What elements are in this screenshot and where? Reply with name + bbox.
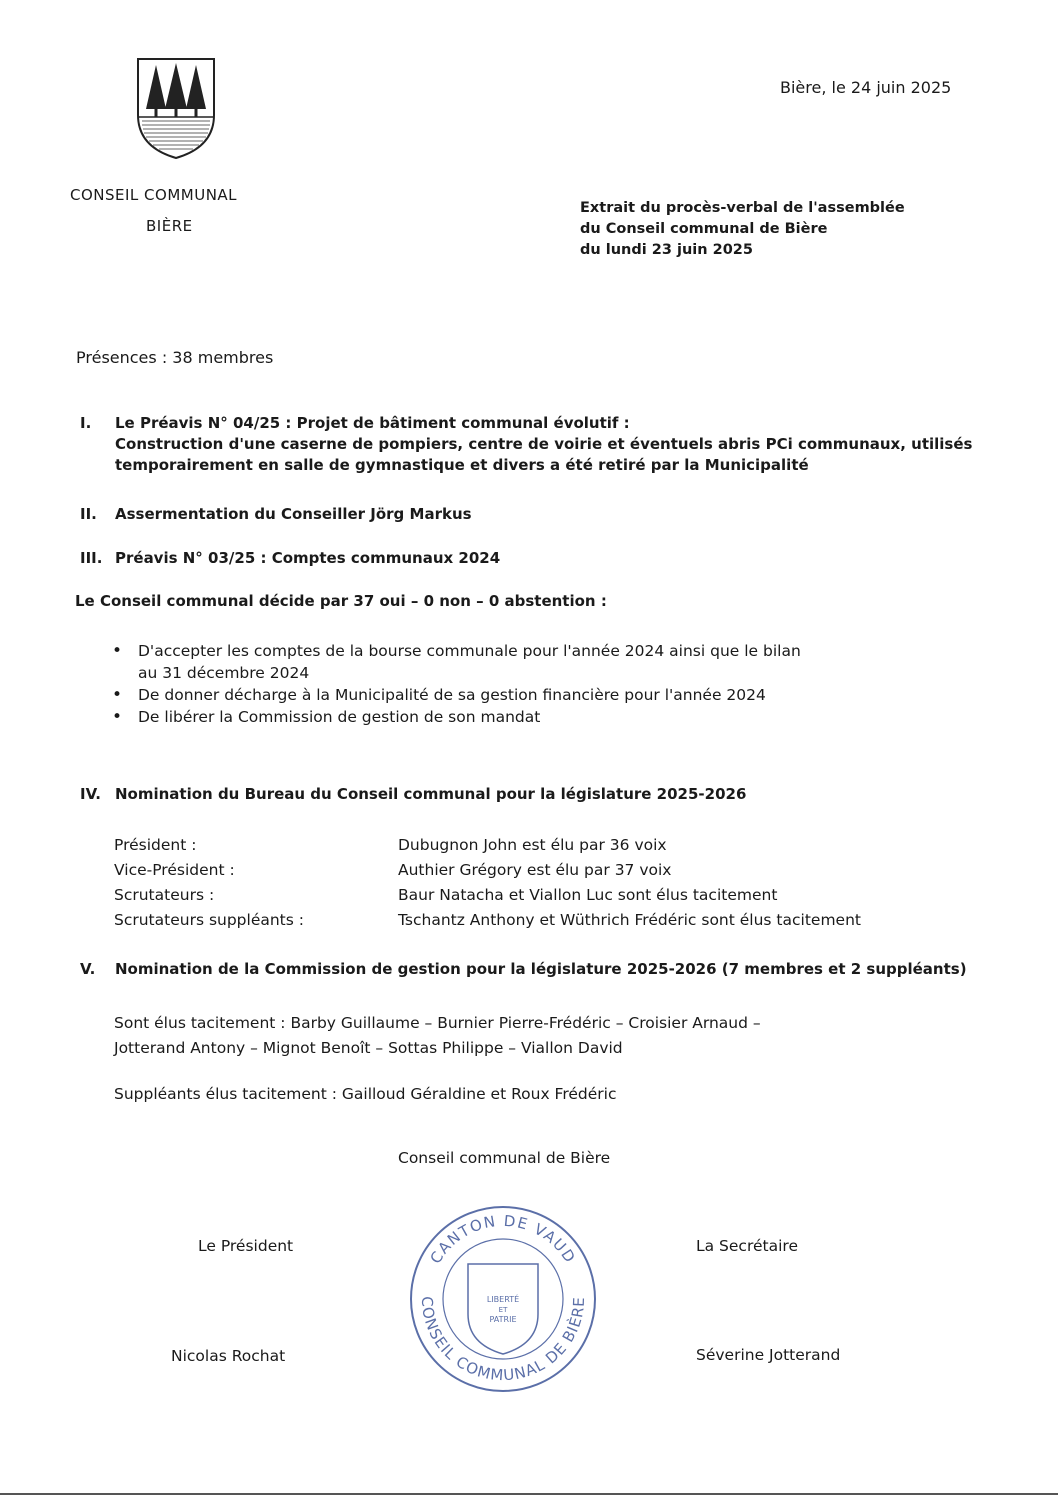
- commission-substitutes: Suppléants élus tacitement : Gailloud Géraldine et Roux Frédéric: [114, 1085, 617, 1103]
- role-label: Scrutateurs suppléants :: [114, 911, 304, 929]
- role-label: Président :: [114, 836, 197, 854]
- role-value: Tschantz Anthony et Wüthrich Frédéric sont élus tacitement: [398, 911, 861, 929]
- president-title: Le Président: [198, 1237, 294, 1255]
- council-decision: Le Conseil communal décide par 37 oui – 0 non – 0 abstention :: [75, 592, 607, 610]
- section-number: I.: [80, 414, 92, 432]
- official-seal-stamp: [408, 1204, 598, 1394]
- section-number: III.: [80, 549, 103, 567]
- svg-text:LIBERTÉ: LIBERTÉ: [486, 1295, 520, 1304]
- section-1-detail-2: temporairement en salle de gymnastique et divers a été retiré par la Municipalité: [115, 456, 809, 474]
- role-value: Authier Grégory est élu par 37 voix: [398, 861, 672, 879]
- list-item: • D'accepter les comptes de la bourse communale pour l'année 2024 ainsi que le bilan au 31 décembre 2024: [112, 640, 912, 684]
- signature-council: Conseil communal de Bière: [398, 1149, 611, 1167]
- bureau-row: [114, 910, 861, 930]
- section-1: [80, 413, 1040, 476]
- extract-line-1: Extrait du procès-verbal de l'assemblée: [580, 200, 905, 216]
- bureau-row: [114, 860, 671, 880]
- section-number: IV.: [80, 785, 101, 803]
- decision-list: [112, 640, 912, 728]
- section-1-title: Le Préavis N° 04/25 : Projet de bâtiment communal évolutif :: [115, 414, 630, 432]
- section-2: [80, 505, 1040, 525]
- svg-text:PATRIE: PATRIE: [489, 1315, 517, 1324]
- extract-line-3: du lundi 23 juin 2025: [580, 242, 753, 258]
- section-1-detail-1: Construction d'une caserne de pompiers, centre de voirie et éventuels abris PCi communaux, utilisés: [115, 435, 973, 453]
- section-3-title: Préavis N° 03/25 : Comptes communaux 2024: [115, 549, 501, 567]
- section-5-title: Nomination de la Commission de gestion pour la législature 2025-2026 (7 membres et 2 suppléants): [115, 960, 967, 978]
- section-3: [80, 549, 1040, 569]
- section-4: [80, 785, 1040, 805]
- council-name: CONSEIL COMMUNAL: [70, 186, 238, 204]
- section-number: V.: [80, 960, 96, 978]
- svg-text:ET: ET: [498, 1306, 508, 1314]
- document-date: Bière, le 24 juin 2025: [780, 78, 952, 97]
- commune-crest-logo: [134, 55, 218, 161]
- role-value: Baur Natacha et Viallon Luc sont élus tacitement: [398, 886, 778, 904]
- svg-text:CONSEIL COMMUNAL DE BIÈRE: CONSEIL COMMUNAL DE BIÈRE: [417, 1295, 589, 1385]
- bureau-row: [114, 885, 777, 905]
- list-item: • De donner décharge à la Municipalité de sa gestion financière pour l'année 2024: [112, 684, 912, 706]
- role-label: Vice-Président :: [114, 861, 235, 879]
- secretary-title: La Secrétaire: [696, 1237, 798, 1255]
- role-label: Scrutateurs :: [114, 886, 215, 904]
- section-2-title: Assermentation du Conseiller Jörg Markus: [115, 505, 472, 523]
- section-5: [80, 960, 1040, 980]
- extract-line-2: du Conseil communal de Bière: [580, 221, 828, 237]
- role-value: Dubugnon John est élu par 36 voix: [398, 836, 667, 854]
- commission-members: Sont élus tacitement : Barby Guillaume – Burnier Pierre-Frédéric – Croisier Arnaud – Jotterand Antony – Mignot Benoît – Sottas Philippe – Viallon David: [114, 1014, 761, 1057]
- list-item: • De libérer la Commission de gestion de son mandat: [112, 706, 912, 728]
- attendance: Présences : 38 membres: [76, 348, 274, 367]
- bureau-row: [114, 835, 667, 855]
- svg-text:CANTON DE VAUD: CANTON DE VAUD: [426, 1211, 580, 1267]
- page-edge-line: [0, 1493, 1058, 1495]
- president-name: Nicolas Rochat: [171, 1347, 286, 1365]
- section-4-title: Nomination du Bureau du Conseil communal pour la législature 2025-2026: [115, 785, 747, 803]
- extract-heading: [580, 198, 905, 261]
- section-number: II.: [80, 505, 97, 523]
- secretary-name: Séverine Jotterand: [696, 1346, 841, 1364]
- commune-name: BIÈRE: [146, 217, 193, 235]
